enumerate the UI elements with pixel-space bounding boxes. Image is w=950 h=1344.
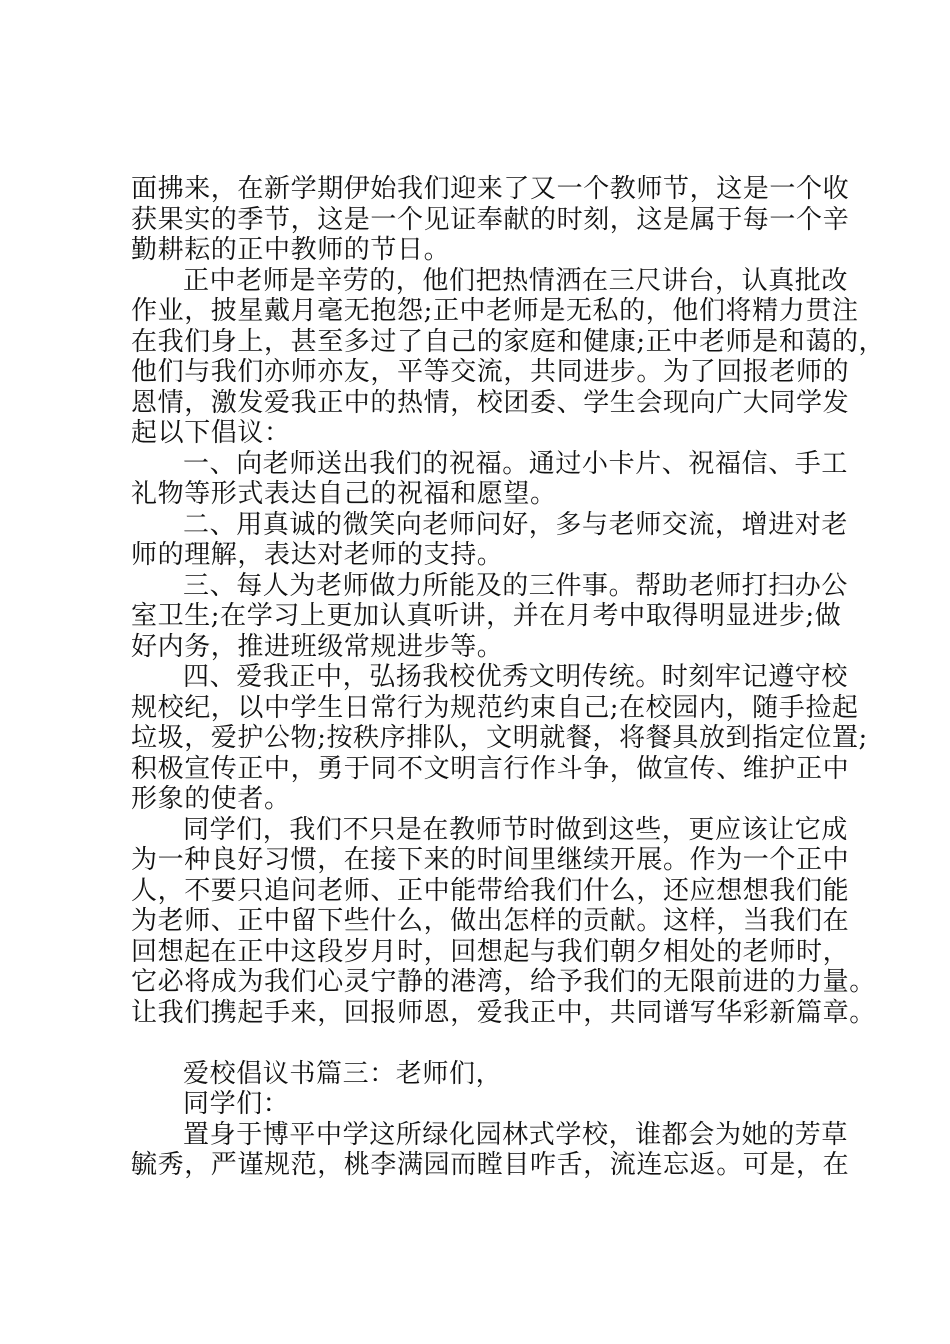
paragraph-start-line: 正中老师是辛劳的，他们把热情洒在三尺讲台，认真批改 xyxy=(183,265,849,296)
proposal-item-4: 四、爱我正中，弘扬我校优秀文明传统。时刻牢记遵守校 xyxy=(183,662,849,692)
text-line: 礼物等形式表达自己的祝福和愿望。 xyxy=(131,479,557,509)
text-line: 恩情，激发爱我正中的热情，校团委、学生会现向广大同学发 xyxy=(131,387,850,418)
salutation-line: 同学们： xyxy=(183,1089,290,1119)
text-line: 他们与我们亦师亦友，平等交流，共同进步。为了回报老师的 xyxy=(131,357,850,387)
text-line: 获果实的季节，这是一个见证奉献的时刻，这是属于每一个辛 xyxy=(131,204,850,235)
paragraph-start-line: 同学们，我们不只是在教师节时做到这些，更应该让它成 xyxy=(183,814,849,845)
paragraph-gap xyxy=(131,1028,851,1059)
text-line: 人，不要只追问老师、正中能带给我们什么，还应想想我们能 xyxy=(131,875,850,906)
paragraph-start-line: 置身于博平中学这所绿化园林式学校，谁都会为她的芳草 xyxy=(183,1119,849,1150)
text-line: 起以下倡议： xyxy=(131,418,291,448)
text-line: 为老师、正中留下些什么，做出怎样的贡献。这样，当我们在 xyxy=(131,906,850,936)
text-line: 师的理解，表达对老师的支持。 xyxy=(131,540,504,570)
text-line: 回想起在正中这段岁月时，回想起与我们朝夕相处的老师时， xyxy=(131,936,850,967)
text-line: 面拂来，在新学期伊始我们迎来了又一个教师节，这是一个收 xyxy=(131,174,850,204)
proposal-item-2: 二、用真诚的微笑向老师问好，多与老师交流，增进对老 xyxy=(183,509,849,540)
proposal-item-3: 三、每人为老师做力所能及的三件事。帮助老师打扫办公 xyxy=(183,570,849,601)
text-line: 作业，披星戴月毫无抱怨;正中老师是无私的，他们将精力贯注 xyxy=(131,296,859,326)
document-body xyxy=(131,174,886,1181)
text-line: 勤耕耘的正中教师的节日。 xyxy=(131,235,451,265)
text-line: 积极宣传正中，勇于同不文明言行作斗争，做宣传、维护正中 xyxy=(131,753,850,784)
text-line: 让我们携起手来，回报师恩，爱我正中，共同谱写华彩新篇章。 xyxy=(131,997,876,1028)
text-line: 毓秀，严谨规范，桃李满园而瞠目咋舌，流连忘返。可是，在 xyxy=(131,1150,850,1180)
text-line: 垃圾，爱护公物;按秩序排队，文明就餐，将餐具放到指定位置; xyxy=(131,723,868,753)
text-line: 为一种良好习惯，在接下来的时间里继续开展。作为一个正中 xyxy=(131,845,850,875)
text-line: 规校纪，以中学生日常行为规范约束自己;在校园内，随手捡起 xyxy=(131,692,859,723)
section-heading: 爱校倡议书篇三：老师们， xyxy=(183,1058,503,1089)
text-line: 形象的使者。 xyxy=(131,784,291,814)
text-line: 在我们身上，甚至多过了自己的家庭和健康;正中老师是和蔼的， xyxy=(131,326,886,357)
text-line: 它必将成为我们心灵宁静的港湾，给予我们的无限前进的力量。 xyxy=(131,967,876,997)
text-line: 好内务，推进班级常规进步等。 xyxy=(131,631,504,662)
proposal-item-1: 一、向老师送出我们的祝福。通过小卡片、祝福信、手工 xyxy=(183,448,849,479)
text-line: 室卫生;在学习上更加认真听讲，并在月考中取得明显进步;做 xyxy=(131,601,842,631)
